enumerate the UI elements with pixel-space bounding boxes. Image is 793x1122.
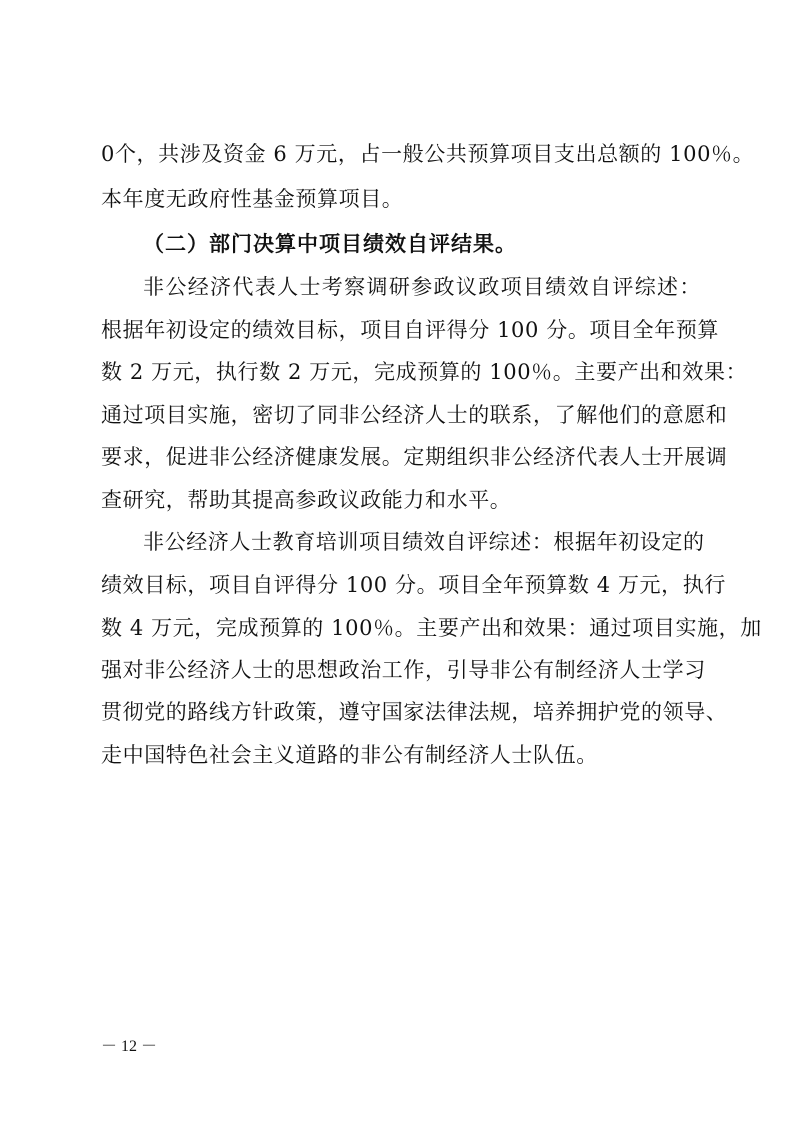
page-number: － 12 － [101, 1038, 158, 1055]
section-heading: （二）部门决算中项目绩效自评结果。 [143, 232, 517, 256]
paragraph-line: 强对非公经济人士的思想政治工作，引导非公有制经济人士学习 [101, 658, 706, 682]
paragraph-line: 非公经济人士教育培训项目绩效自评综述：根据年初设定的 [143, 530, 705, 554]
paragraph-line: 数 4 万元，完成预算的 100％。主要产出和效果：通过项目实施，加 [101, 616, 762, 640]
paragraph-line: 数 2 万元，执行数 2 万元，完成预算的 100％。主要产出和效果： [101, 360, 748, 384]
paragraph-line: 通过项目实施，密切了同非公经济人士的联系，了解他们的意愿和 [101, 403, 728, 427]
paragraph-line: 查研究，帮助其提高参政议政能力和水平。 [101, 488, 512, 512]
paragraph-line: 要求，促进非公经济健康发展。定期组织非公经济代表人士开展调 [101, 445, 728, 469]
paragraph-line: 根据年初设定的绩效目标，项目自评得分 100 分。项目全年预算 [101, 318, 720, 342]
text-line: 本年度无政府性基金预算项目。 [101, 187, 404, 211]
paragraph-line: 贯彻党的路线方针政策，遵守国家法律法规，培养拥护党的领导、 [101, 700, 728, 724]
paragraph-line: 走中国特色社会主义道路的非公有制经济人士队伍。 [101, 743, 598, 767]
paragraph-line: 非公经济代表人士考察调研参政议政项目绩效自评综述： [143, 275, 701, 299]
paragraph-line: 绩效目标，项目自评得分 100 分。项目全年预算数 4 万元，执行 [101, 573, 726, 597]
text-line: 0个，共涉及资金 6 万元，占一般公共预算项目支出总额的 100％。 [101, 142, 755, 166]
